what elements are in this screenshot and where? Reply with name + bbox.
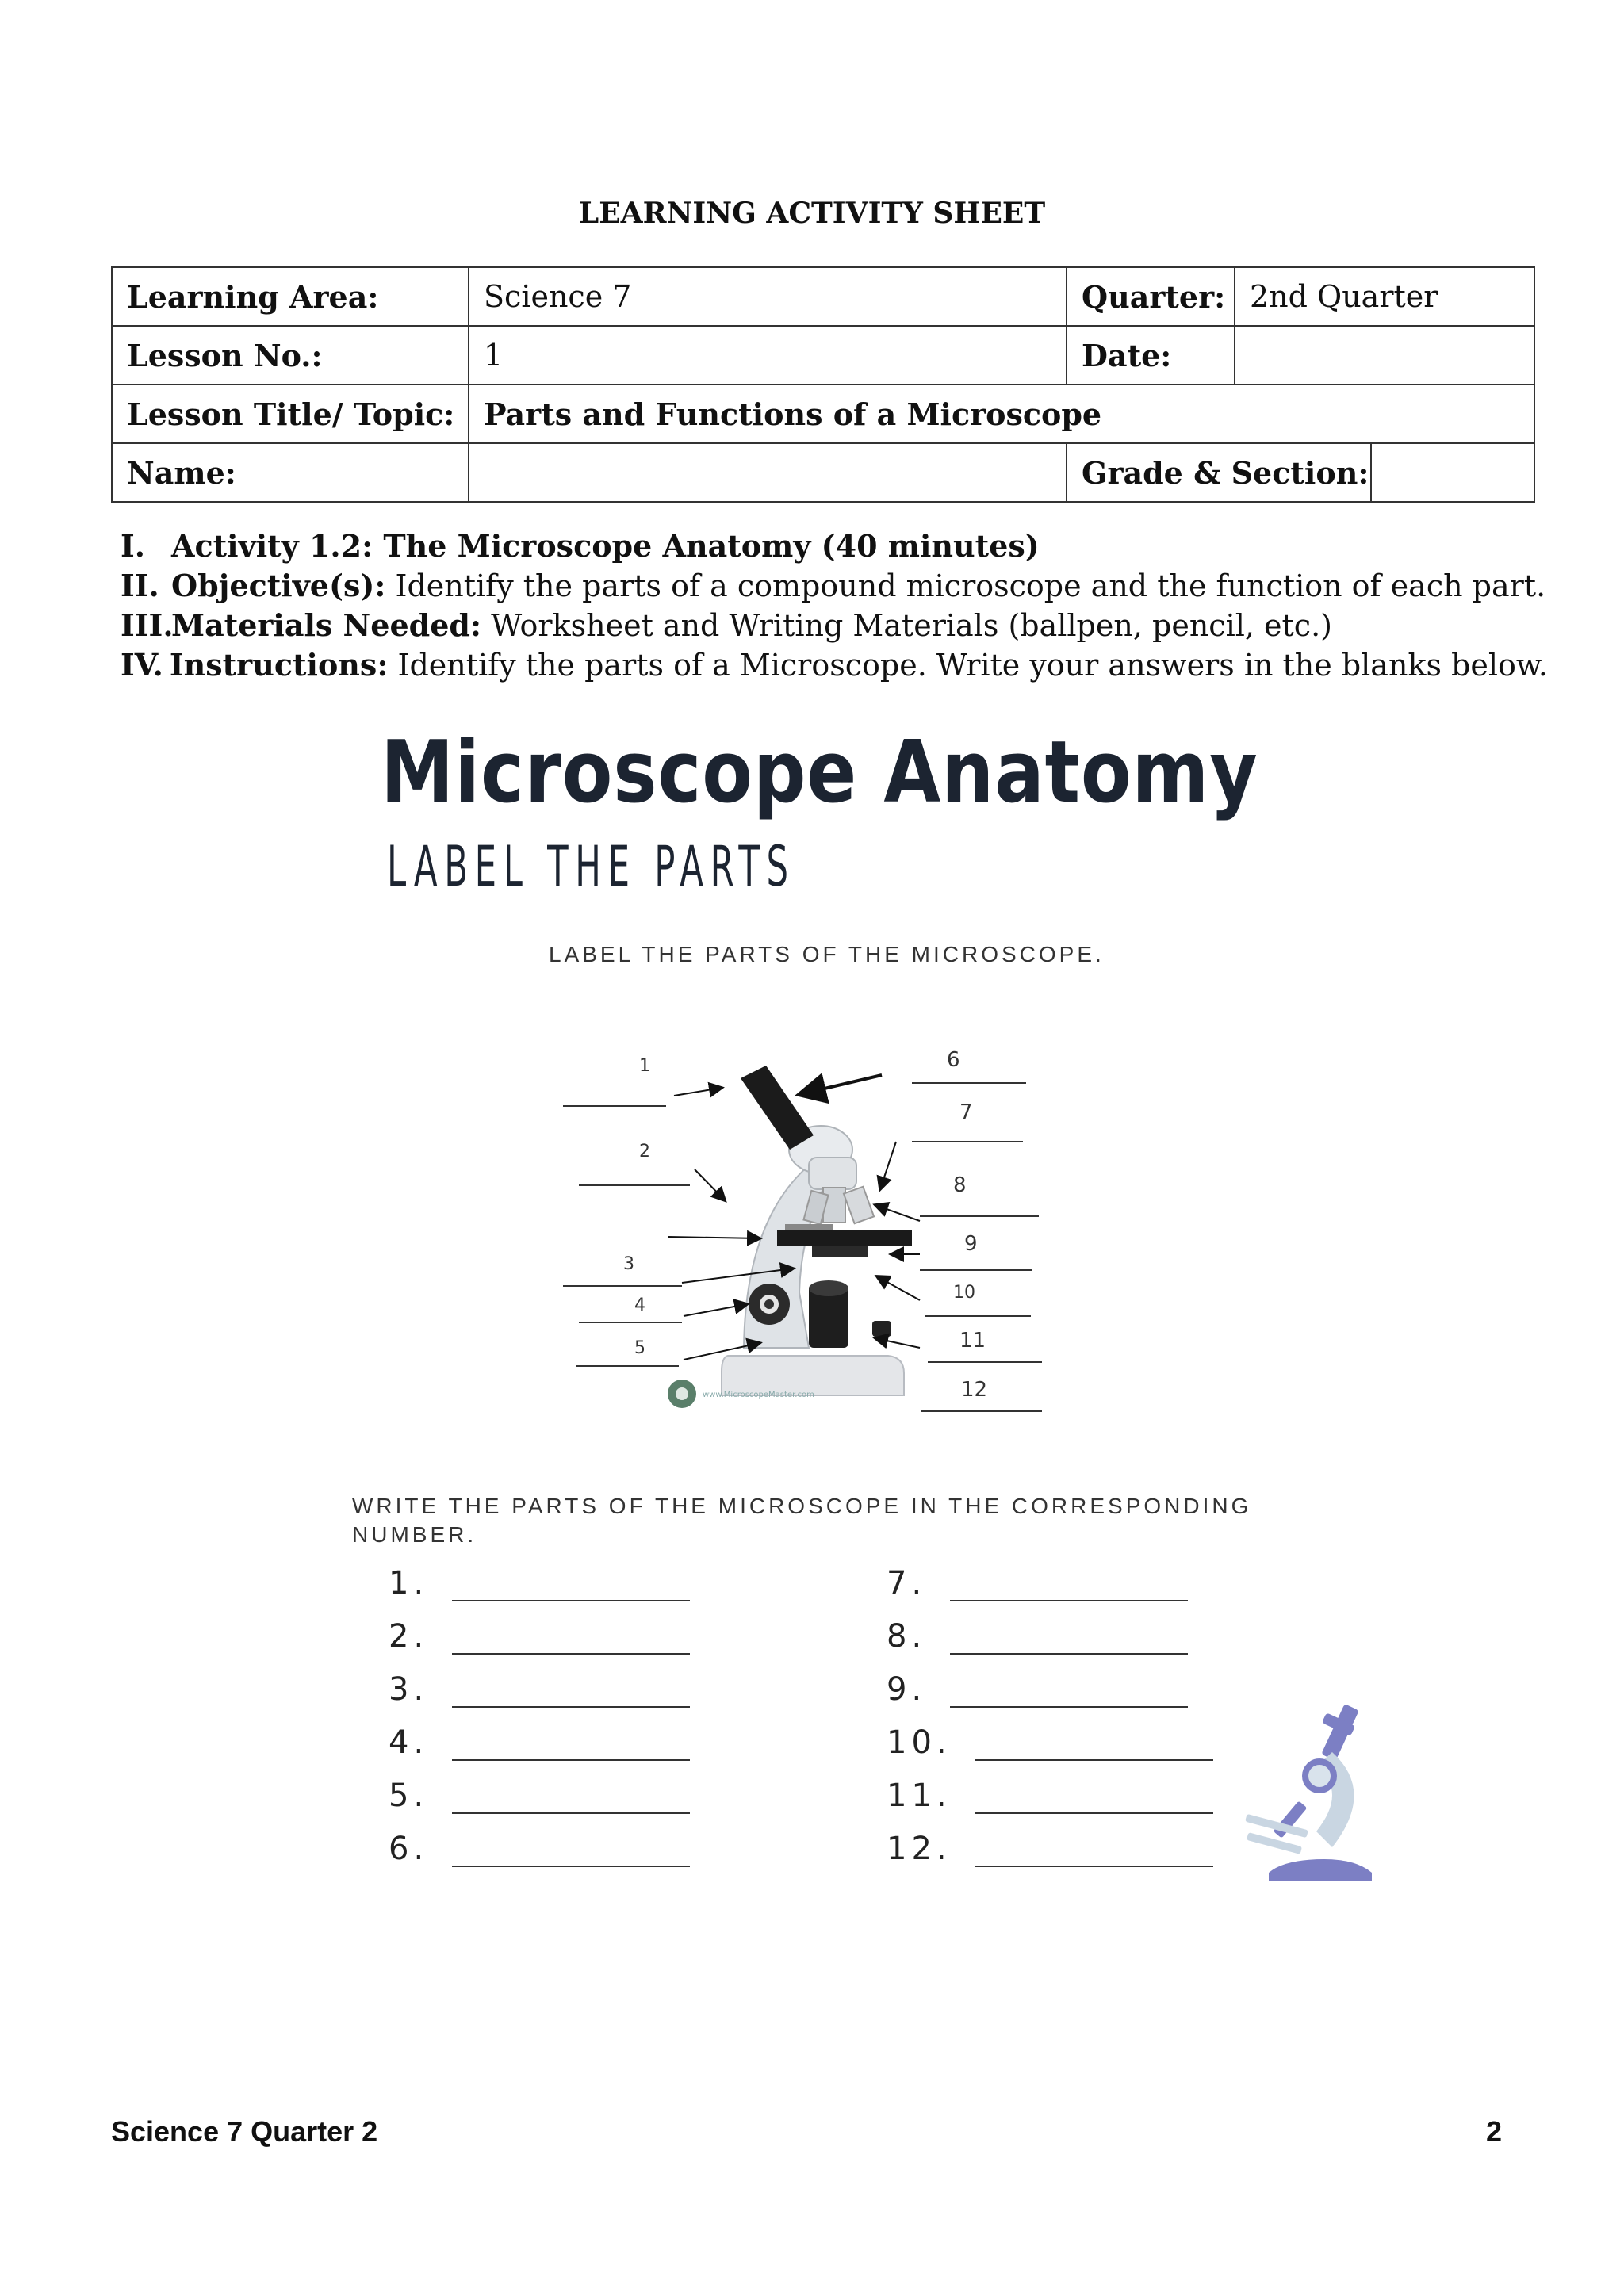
answer-blank-10[interactable] (887, 1724, 1213, 1761)
answer-line[interactable] (975, 1837, 1213, 1867)
answer-line[interactable] (452, 1624, 690, 1655)
item-text: Worksheet and Writing Materials (ballpen, pencil, etc.) (481, 608, 1332, 643)
name-label: Name: (112, 443, 469, 502)
answer-line[interactable] (950, 1678, 1188, 1708)
answer-blank-4[interactable] (389, 1724, 690, 1761)
answer-line[interactable] (452, 1837, 690, 1867)
diagram-label-6: 6 (947, 1048, 960, 1072)
poster-title: Microscope Anatomy (381, 723, 1258, 822)
answer-blank-6[interactable] (389, 1831, 690, 1867)
blank-number: 2. (389, 1618, 429, 1655)
answer-blank-8[interactable] (887, 1618, 1188, 1655)
diagram-label-8: 8 (953, 1173, 967, 1197)
answer-line[interactable] (975, 1731, 1213, 1761)
blank-number: 4. (389, 1724, 429, 1761)
lesson-no-label: Lesson No.: (112, 326, 469, 385)
blank-number: 7. (887, 1565, 927, 1601)
answer-blank-5[interactable] (389, 1777, 690, 1814)
item-number: II. (121, 568, 159, 603)
info-row-lesson-no (112, 326, 1534, 385)
page-number: 2 (1486, 2115, 1503, 2148)
answer-line[interactable] (950, 1571, 1188, 1601)
learning-area-value[interactable]: Science 7 (469, 267, 1067, 326)
microscope-icon (1237, 1705, 1388, 1887)
answer-line[interactable] (950, 1624, 1188, 1655)
item-text: Identify the parts of a compound microscope and the function of each part. (385, 568, 1546, 603)
diagram-label-5: 5 (634, 1338, 645, 1358)
answer-blank-9[interactable] (887, 1671, 1188, 1708)
answer-line[interactable] (452, 1571, 690, 1601)
diagram-label-4: 4 (634, 1295, 645, 1315)
quarter-value[interactable]: 2nd Quarter (1235, 267, 1534, 326)
lesson-title-value: Parts and Functions of a Microscope (469, 385, 1534, 443)
answer-blank-11[interactable] (887, 1777, 1213, 1814)
blank-number: 5. (389, 1777, 429, 1814)
blank-number: 10. (887, 1724, 952, 1761)
answer-line[interactable] (975, 1784, 1213, 1814)
item-number: I. (121, 528, 146, 564)
answer-blank-1[interactable] (389, 1565, 690, 1601)
blank-number: 12. (887, 1831, 952, 1867)
learning-area-label: Learning Area: (112, 267, 469, 326)
footer-course: Science 7 Quarter 2 (111, 2115, 378, 2148)
blank-number: 6. (389, 1831, 429, 1867)
item-label: Materials Needed: (171, 607, 481, 643)
lesson-no-value[interactable]: 1 (469, 326, 1067, 385)
answer-blank-3[interactable] (389, 1671, 690, 1708)
answer-line[interactable] (452, 1731, 690, 1761)
sheet-title: LEARNING ACTIVITY SHEET (578, 197, 1046, 230)
item-text: Identify the parts of a Microscope. Write your answers in the blanks below. (388, 648, 1548, 683)
poster-subtitle: LABEL THE PARTS (387, 834, 795, 899)
info-row-name (112, 443, 1534, 502)
answer-blank-2[interactable] (389, 1618, 690, 1655)
lesson-info-table (111, 266, 1535, 503)
date-label: Date: (1067, 326, 1235, 385)
answer-line[interactable] (452, 1678, 690, 1708)
grade-section-label: Grade & Section: (1067, 443, 1371, 502)
diagram-label-7: 7 (959, 1100, 973, 1124)
diagram-label-2: 2 (639, 1142, 650, 1161)
item-number: III. (121, 607, 174, 643)
diagram-label-11: 11 (959, 1329, 986, 1353)
label-instruction: LABEL THE PARTS OF THE MICROSCOPE. (549, 942, 1105, 966)
blank-number: 3. (389, 1671, 429, 1708)
grade-section-field[interactable] (1371, 443, 1534, 502)
date-field[interactable] (1235, 326, 1534, 385)
watermark: www.MicroscopeMaster.com (703, 1391, 814, 1399)
diagram-label-10: 10 (953, 1283, 975, 1303)
instructions-item (121, 645, 1548, 685)
item-label: Objective(s): (171, 568, 386, 603)
answer-blank-12[interactable] (887, 1831, 1213, 1867)
write-instruction: WRITE THE PARTS OF THE MICROSCOPE IN THE CORRESPONDING NUMBER. (352, 1494, 1252, 1547)
objective-item (121, 566, 1548, 606)
info-row-learning-area (112, 267, 1534, 326)
activity-items (121, 526, 1548, 685)
diagram-label-1: 1 (639, 1056, 650, 1076)
item-number: IV. (121, 647, 163, 683)
diagram-label-3: 3 (623, 1254, 634, 1274)
blank-number: 9. (887, 1671, 927, 1708)
blank-number: 11. (887, 1777, 952, 1814)
item-label: Instructions: (169, 647, 389, 683)
answer-blank-7[interactable] (887, 1565, 1188, 1601)
item-label: Activity 1.2: The Microscope Anatomy (40 minutes) (171, 528, 1040, 564)
diagram-label-9: 9 (964, 1232, 978, 1256)
quarter-label: Quarter: (1067, 267, 1235, 326)
blank-number: 1. (389, 1565, 429, 1601)
info-row-lesson-title (112, 385, 1534, 443)
activity-item (121, 526, 1548, 566)
answer-line[interactable] (452, 1784, 690, 1814)
materials-item (121, 606, 1548, 645)
name-field[interactable] (469, 443, 1067, 502)
blank-number: 8. (887, 1618, 927, 1655)
lesson-title-label: Lesson Title/ Topic: (112, 385, 469, 443)
microscope-diagram (547, 1031, 1055, 1443)
diagram-label-12: 12 (961, 1378, 988, 1402)
